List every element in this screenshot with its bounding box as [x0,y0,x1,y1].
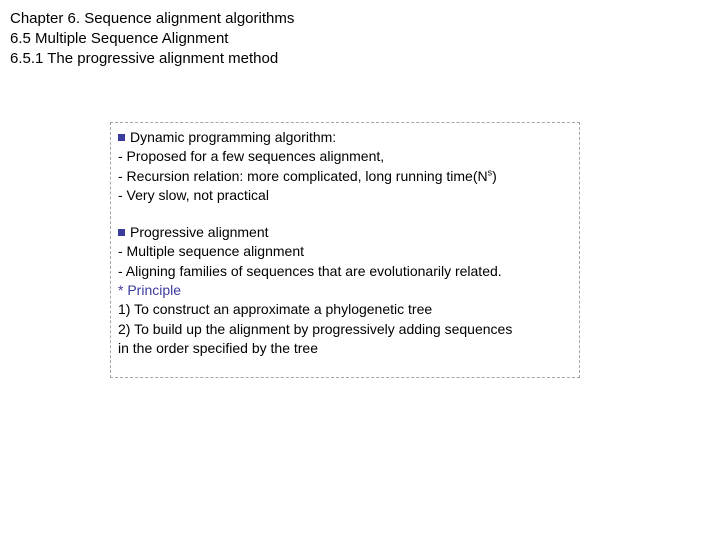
dp-line-3: - Very slow, not practical [118,186,269,203]
principle-step-2a: 2) To build up the alignment by progressively adding sequences [118,320,513,337]
square-bullet-icon [118,134,125,141]
paragraph-spacer [118,205,579,223]
square-bullet-icon [118,229,125,236]
dp-line-2 [118,167,579,186]
dp-heading [118,128,579,147]
dp-line-2-superscript: s [487,166,493,177]
principle-label: * Principle [118,282,182,299]
chapter-title: Chapter 6. Sequence alignment algorithms [10,10,295,27]
principle-step-2b: in the order specified by the tree [118,339,319,356]
pa-title: Progressive alignment [130,224,269,241]
dp-line-2-suffix: ) [492,167,497,184]
principle-step-1: 1) To construct an approximate a phylogenetic tree [118,301,433,318]
slide-header [10,9,294,69]
dp-line-2-prefix: - Recursion relation: more complicated, long running time(N [118,167,488,184]
pa-heading [118,223,579,242]
pa-line-2: - Aligning families of sequences that are evolutionarily related. [118,262,502,279]
subsection-title: 6.5.1 The progressive alignment method [10,50,279,67]
content-box [110,122,580,378]
dp-title: Dynamic programming algorithm: [130,129,337,145]
pa-line-1: - Multiple sequence alignment [118,243,304,260]
section-title: 6.5 Multiple Sequence Alignment [10,30,229,47]
dp-line-1: - Proposed for a few sequences alignment, [118,148,385,165]
